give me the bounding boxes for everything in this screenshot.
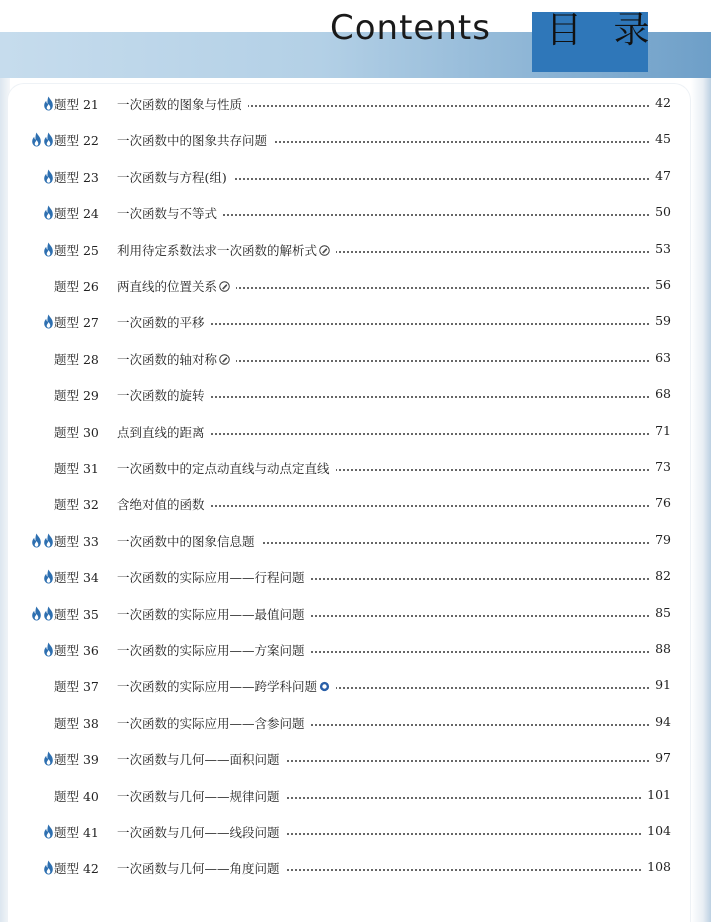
- difficulty-flames: [14, 533, 54, 549]
- toc-title-text: 一次函数中的定点动直线与动点定直线: [117, 461, 330, 476]
- toc-row[interactable]: [0, 711, 711, 735]
- toc-title-text: 一次函数的实际应用——行程问题: [117, 570, 305, 586]
- toc-type-label: 题型 40: [54, 788, 99, 804]
- toc-title[interactable]: [117, 168, 233, 186]
- toc-row[interactable]: [0, 565, 711, 589]
- toc-page-number: 97: [651, 750, 671, 765]
- toc-row[interactable]: [0, 856, 711, 880]
- toc-title-text: 一次函数与几何——面积问题: [117, 752, 280, 768]
- toc-title[interactable]: [117, 423, 211, 441]
- difficulty-flames: [14, 496, 54, 512]
- toc-title[interactable]: [117, 204, 223, 222]
- paperclip-icon: [219, 281, 230, 292]
- difficulty-flames: [14, 460, 54, 476]
- flame-icon: [31, 132, 42, 147]
- flame-icon: [43, 96, 54, 111]
- toc-title[interactable]: [117, 859, 286, 877]
- toc-type-label: 题型 22: [54, 133, 99, 149]
- toc-type-label: 题型 28: [54, 351, 99, 367]
- toc-type-label: 题型 21: [54, 97, 99, 112]
- toc-page-number: 73: [651, 459, 671, 474]
- toc-row[interactable]: [0, 456, 711, 480]
- toc-page-number: 88: [651, 641, 671, 656]
- difficulty-flames: [14, 860, 54, 876]
- toc-page-number: 85: [651, 605, 671, 620]
- flame-icon: [43, 242, 54, 257]
- difficulty-flames: [14, 205, 54, 221]
- toc-title-text: 一次函数的实际应用——跨学科问题: [117, 679, 318, 695]
- toc-type-label: 题型 32: [54, 497, 99, 513]
- toc-type-label: 题型 34: [54, 570, 99, 586]
- toc-page-number: 76: [651, 495, 671, 510]
- toc-type-label: 题型 41: [54, 825, 99, 840]
- toc-type-label: 题型 24: [54, 206, 99, 222]
- difficulty-flames: [14, 242, 54, 258]
- paperclip-icon: [319, 245, 330, 256]
- page-header: [0, 0, 711, 78]
- toc-title-text: 一次函数与几何——角度问题: [117, 861, 280, 877]
- toc-row[interactable]: [0, 602, 711, 626]
- difficulty-flames: [14, 569, 54, 585]
- difficulty-flames: [14, 678, 54, 694]
- toc-title-text: 一次函数的轴对称: [117, 351, 218, 367]
- toc-type-label: 题型 35: [54, 606, 99, 622]
- toc-title[interactable]: [117, 568, 311, 586]
- toc-row[interactable]: [0, 128, 711, 152]
- toc-title[interactable]: [117, 386, 211, 404]
- toc-page-number: 59: [651, 313, 671, 328]
- toc-row[interactable]: [0, 92, 711, 116]
- toc-title-text: 一次函数的平移: [117, 315, 205, 331]
- toc-title[interactable]: [117, 459, 336, 477]
- toc-row[interactable]: [0, 347, 711, 371]
- toc-row[interactable]: [0, 784, 711, 808]
- toc-page-number: 71: [651, 423, 671, 438]
- toc-row[interactable]: [0, 310, 711, 334]
- toc-row[interactable]: [0, 274, 711, 298]
- toc-type-label: 题型 30: [54, 424, 99, 440]
- difficulty-flames: [14, 314, 54, 330]
- toc-type-label: 题型 31: [54, 461, 99, 476]
- toc-type-label: 题型 23: [54, 169, 99, 185]
- toc-title[interactable]: [117, 787, 286, 805]
- toc-title[interactable]: [117, 750, 286, 768]
- toc-title-text: 一次函数的实际应用——方案问题: [117, 643, 305, 658]
- toc-title[interactable]: [117, 532, 261, 550]
- difficulty-flames: [14, 387, 54, 403]
- difficulty-flames: [14, 642, 54, 658]
- flame-icon: [43, 606, 54, 621]
- difficulty-flames: [14, 424, 54, 440]
- difficulty-flames: [14, 788, 54, 804]
- toc-title[interactable]: [117, 131, 273, 149]
- toc-title-text: 一次函数中的图象共存问题: [117, 133, 268, 149]
- toc-title[interactable]: [117, 95, 248, 113]
- difficulty-flames: [14, 351, 54, 367]
- toc-row[interactable]: [0, 165, 711, 189]
- difficulty-flames: [14, 96, 54, 112]
- toc-type-label: 题型 37: [54, 679, 99, 695]
- toc-type-label: 题型 38: [54, 715, 99, 731]
- header-chinese-title: 目 录: [546, 10, 660, 51]
- toc-title[interactable]: [117, 313, 211, 331]
- header-english-title: Contents: [330, 8, 491, 48]
- flame-icon: [43, 824, 54, 839]
- toc-page-number: 63: [651, 350, 671, 365]
- toc-title[interactable]: [117, 277, 236, 295]
- toc-title[interactable]: [117, 350, 236, 368]
- toc-page-number: 94: [651, 714, 671, 729]
- toc-title-text: 一次函数与不等式: [117, 206, 218, 222]
- flame-icon: [31, 606, 42, 621]
- toc-type-label: 题型 27: [54, 315, 99, 331]
- toc-page-number: 47: [651, 168, 671, 183]
- toc-title-text: 一次函数的实际应用——最值问题: [117, 606, 305, 622]
- toc-page-number: 101: [643, 787, 671, 802]
- flame-icon: [43, 860, 54, 875]
- toc-row[interactable]: [0, 492, 711, 516]
- toc-page-number: 53: [651, 241, 671, 256]
- difficulty-flames: [14, 715, 54, 731]
- ring-icon: [319, 681, 330, 692]
- flame-icon: [43, 569, 54, 584]
- toc-type-label: 题型 39: [54, 752, 99, 768]
- toc-page-number: 79: [651, 532, 671, 547]
- toc-row[interactable]: [0, 747, 711, 771]
- toc-title-text: 一次函数的旋转: [117, 388, 205, 404]
- difficulty-flames: [14, 132, 54, 148]
- toc-type-label: 题型 36: [54, 643, 99, 658]
- flame-icon: [43, 642, 54, 657]
- toc-title-text: 一次函数的图象与性质: [117, 97, 243, 112]
- toc-title-text: 含绝对值的函数: [117, 497, 205, 513]
- toc-title[interactable]: [117, 495, 211, 513]
- toc-title-text: 利用待定系数法求一次函数的解析式: [117, 242, 318, 258]
- paperclip-icon: [219, 354, 230, 365]
- difficulty-flames: [14, 606, 54, 622]
- toc-page-number: 82: [651, 568, 671, 583]
- toc-title[interactable]: [117, 641, 311, 659]
- toc-title[interactable]: [117, 823, 286, 841]
- toc-row[interactable]: [0, 638, 711, 662]
- toc-page-number: 45: [651, 131, 671, 146]
- toc-title[interactable]: [117, 714, 311, 732]
- difficulty-flames: [14, 278, 54, 294]
- toc-row[interactable]: [0, 674, 711, 698]
- toc-row[interactable]: [0, 420, 711, 444]
- difficulty-flames: [14, 169, 54, 185]
- toc-title-text: 一次函数中的图象信息题: [117, 533, 255, 549]
- flame-icon: [43, 169, 54, 184]
- flame-icon: [43, 314, 54, 329]
- toc-row[interactable]: [0, 529, 711, 553]
- toc-page-number: 68: [651, 386, 671, 401]
- toc-type-label: 题型 42: [54, 861, 99, 877]
- flame-icon: [31, 533, 42, 548]
- toc-row[interactable]: [0, 383, 711, 407]
- toc-title-text: 一次函数的实际应用——含参问题: [117, 715, 305, 731]
- toc-page-number: 108: [643, 859, 671, 874]
- toc-title-text: 一次函数与几何——规律问题: [117, 788, 280, 804]
- toc-title-text: 一次函数与方程(组): [117, 169, 227, 185]
- toc-type-label: 题型 26: [54, 279, 99, 294]
- flame-icon: [43, 205, 54, 220]
- toc-page-number: 42: [651, 95, 671, 110]
- toc-row[interactable]: [0, 201, 711, 225]
- difficulty-flames: [14, 824, 54, 840]
- toc-row[interactable]: [0, 238, 711, 262]
- toc-type-label: 题型 25: [54, 242, 99, 258]
- toc-title-text: 两直线的位置关系: [117, 279, 218, 294]
- toc-type-label: 题型 33: [54, 533, 99, 549]
- toc-title[interactable]: [117, 241, 336, 259]
- toc-row[interactable]: [0, 820, 711, 844]
- toc-page-number: 56: [651, 277, 671, 292]
- toc-page-number: 91: [651, 677, 671, 692]
- toc-title[interactable]: [117, 605, 311, 623]
- toc-title-text: 一次函数与几何——线段问题: [117, 825, 280, 840]
- toc-page-number: 104: [643, 823, 671, 838]
- toc-type-label: 题型 29: [54, 388, 99, 404]
- toc-title-text: 点到直线的距离: [117, 424, 205, 440]
- difficulty-flames: [14, 751, 54, 767]
- toc-title[interactable]: [117, 677, 336, 695]
- flame-icon: [43, 751, 54, 766]
- flame-icon: [43, 533, 54, 548]
- flame-icon: [43, 132, 54, 147]
- toc-page-number: 50: [651, 204, 671, 219]
